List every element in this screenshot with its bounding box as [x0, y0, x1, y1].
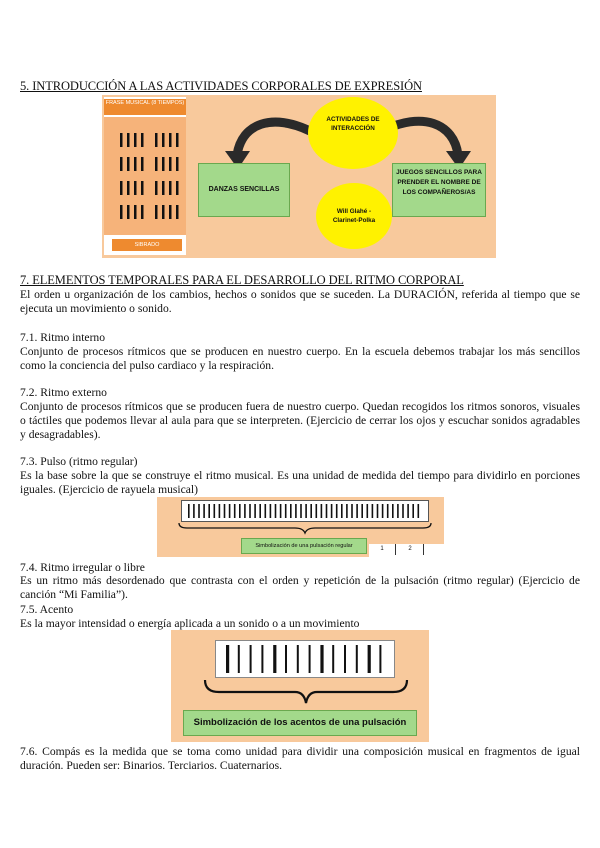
simple-dances-box	[198, 163, 290, 217]
pulse-bar-strip	[181, 500, 429, 522]
footer-label: SIBRADO	[134, 242, 160, 248]
pulse-tick	[275, 504, 277, 518]
simple-dances-label: DANZAS SENCILLAS	[208, 186, 280, 193]
musical-phrase-footer	[112, 239, 182, 251]
pulse-tick	[336, 504, 338, 518]
pulse-ticks-icon	[182, 501, 428, 521]
pulse-tick	[351, 504, 353, 518]
interaction-activities-label: ACTIVIDADES DE INTERACCIÓN	[326, 116, 380, 132]
pulse-tick	[346, 504, 348, 518]
pulse-tick	[295, 504, 297, 518]
pulse-tick	[326, 504, 328, 518]
pulse-tick	[239, 504, 241, 518]
pulse-tick	[285, 504, 287, 518]
accent-tick	[332, 645, 334, 673]
pulse-tick	[188, 504, 190, 518]
pulse-tick	[361, 504, 363, 518]
pulse-tick	[229, 504, 231, 518]
pulse-count-table	[369, 544, 444, 557]
pulse-tick	[331, 504, 333, 518]
pulse-tick	[418, 504, 420, 518]
pulse-tick	[203, 504, 205, 518]
pulse-tick	[300, 504, 302, 518]
musical-phrase-header	[104, 99, 186, 115]
pulse-tick	[341, 504, 343, 518]
pulse-tick	[382, 504, 384, 518]
accent-tick	[356, 645, 358, 673]
pulse-tick	[356, 504, 358, 518]
polka-label: Will Glahé - Clarinet-Polka	[332, 208, 376, 224]
polka-circle	[316, 183, 392, 249]
pulse-tick	[259, 504, 261, 518]
pulse-tick	[387, 504, 389, 518]
accent-tick	[273, 645, 276, 673]
accent-tick	[238, 645, 240, 673]
section-5-title: 5. INTRODUCCIÓN A LAS ACTIVIDADES CORPORALES DE EXPRESIÓN	[20, 79, 422, 93]
pulse-cell: 1	[369, 544, 396, 555]
accent-tick	[368, 645, 371, 673]
interaction-activities-circle	[308, 97, 398, 169]
regular-pulse-figure	[157, 497, 444, 557]
accent-bar-strip	[215, 640, 395, 678]
pulse-tick	[310, 504, 312, 518]
pulse-tick	[198, 504, 200, 518]
accent-tick	[320, 645, 323, 673]
accent-tick	[344, 645, 346, 673]
pulse-tick	[254, 504, 256, 518]
item-7-6-body: 7.6. Compás es la medida que se toma como unidad para dividir una composición musical en fragmentos de igual duración. Pueden ser: Binarios. Terciarios. Cuaternarios.	[20, 745, 580, 772]
pulse-tick	[367, 504, 369, 518]
section-7-intro: El orden u organización de los cambios, hechos o sonidos que se suceden. La DURACIÓN, referida al tiempo que se ejecuta un movimiento o sonido.	[20, 288, 580, 315]
pulse-tick	[244, 504, 246, 518]
accent-tick	[226, 645, 229, 673]
simple-games-label: JUEGOS SENCILLOS PARA PRENDER EL NOMBRE DE LOS COMPAÑEROS/AS	[396, 169, 482, 196]
accent-tick	[285, 645, 287, 673]
pulse-tick	[224, 504, 226, 518]
pulse-tick	[392, 504, 394, 518]
pulse-tick	[270, 504, 272, 518]
beat-grid	[104, 117, 186, 235]
accent-figure	[171, 630, 429, 742]
pulse-tick	[193, 504, 195, 518]
pulse-tick	[412, 504, 414, 518]
pulse-tick	[321, 504, 323, 518]
pulse-tick	[208, 504, 210, 518]
beat-bars-icon	[104, 117, 186, 235]
pulse-tick	[219, 504, 221, 518]
pulse-tick	[407, 504, 409, 518]
bracket-icon	[177, 521, 433, 535]
accent-label: Simbolización de los acentos de una pulsación	[183, 710, 417, 736]
accent-tick	[250, 645, 252, 673]
musical-phrase-panel	[104, 97, 186, 255]
item-7-2-heading: 7.2. Ritmo externo	[20, 386, 107, 399]
pulse-tick	[316, 504, 318, 518]
activities-diagram	[102, 95, 496, 258]
item-7-1-heading: 7.1. Ritmo interno	[20, 331, 106, 344]
section-7-title: 7. ELEMENTOS TEMPORALES PARA EL DESARROLLO DEL RITMO CORPORAL	[20, 273, 464, 287]
accent-tick	[309, 645, 311, 673]
item-7-5-heading: 7.5. Acento	[20, 603, 74, 616]
item-7-4-body: Es un ritmo más desordenado que contrasta con el orden y repetición de la pulsación (ritmo regular) (Ejercicio de canción “Mi Familia”).	[20, 574, 580, 601]
accent-bracket-icon	[201, 678, 411, 706]
pulse-tick	[234, 504, 236, 518]
pulse-tick	[265, 504, 267, 518]
item-7-1-body: Conjunto de procesos rítmicos que se producen en nuestro cuerpo. En la escuela debemos trabajar los más sencillos como la conciencia del pulso cardiaco y la respiración.	[20, 345, 580, 372]
accent-tick	[261, 645, 263, 673]
pulse-tick	[377, 504, 379, 518]
accent-tick	[379, 645, 381, 673]
pulse-tick	[214, 504, 216, 518]
accent-ticks-icon	[216, 641, 394, 677]
pulse-tick	[249, 504, 251, 518]
pulse-tick	[280, 504, 282, 518]
pulse-tick	[290, 504, 292, 518]
pulse-cell: 2	[397, 544, 424, 555]
pulse-tick	[372, 504, 374, 518]
item-7-3-body: Es la base sobre la que se construye el ritmo musical. Es una unidad de medida del tiempo para dividirlo en porciones iguales. (Ejercicio de rayuela musical)	[20, 469, 580, 496]
item-7-5-body: Es la mayor intensidad o energía aplicada a un sonido o a un movimiento	[20, 617, 360, 630]
musical-phrase-label: FRASE MUSICAL (8 TIEMPOS)	[105, 100, 185, 106]
simple-games-box	[392, 163, 486, 217]
pulse-tick	[402, 504, 404, 518]
pulse-tick	[305, 504, 307, 518]
item-7-2-body: Conjunto de procesos rítmicos que se producen fuera de nuestro cuerpo. Quedan recogidos los ritmos sonoros, visuales o táctiles que podemos llevar al aula para que se interpreten. (Ejercicio de cerrar los ojos y escuchar sonidos agradables y desagradables).	[20, 400, 580, 441]
item-7-3-heading: 7.3. Pulso (ritmo regular)	[20, 455, 138, 468]
pulse-label: Simbolización de una pulsación regular	[241, 538, 367, 554]
pulse-tick	[397, 504, 399, 518]
item-7-4-heading: 7.4. Ritmo irregular o libre	[20, 561, 145, 574]
accent-tick	[297, 645, 299, 673]
